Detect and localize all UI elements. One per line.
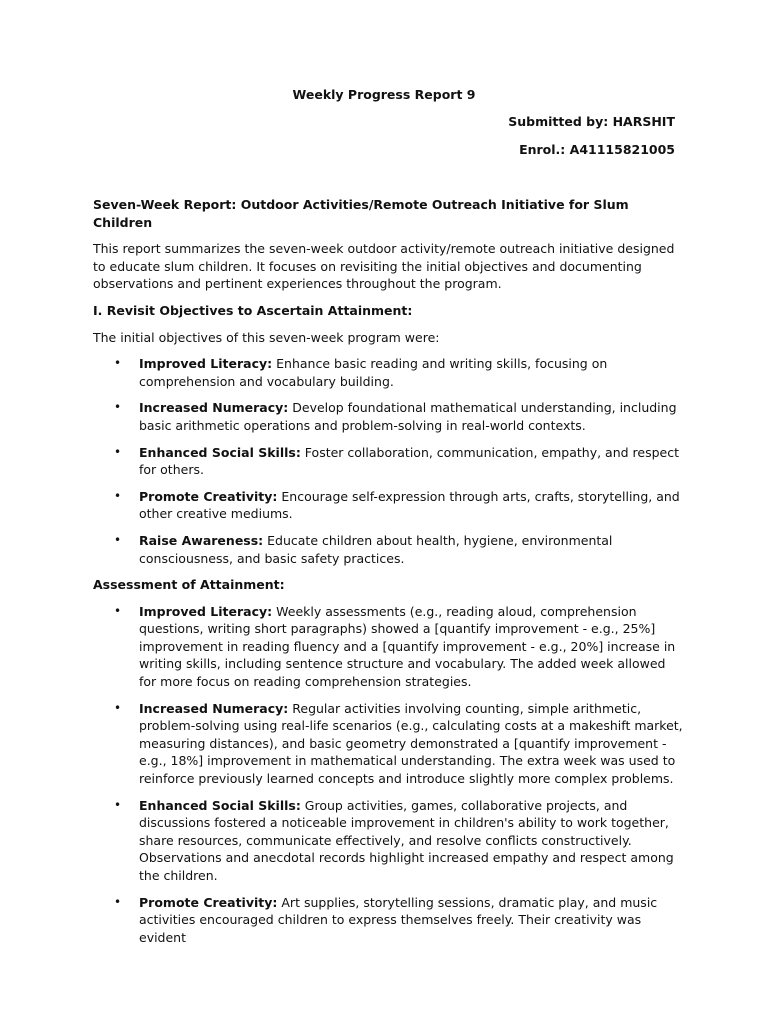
assessment-text: Art supplies, storytelling sessions, dramatic play, and music activities encouraged children to express themselves freely. Their creativity was evident: [139, 894, 658, 945]
objective-text: Develop foundational mathematical understanding, including basic arithmetic operations and problem-solving in real-world contexts.: [139, 400, 677, 433]
list-item: [93, 894, 683, 947]
assessment-label: Promote Creativity:: [139, 894, 278, 910]
bullet-icon: •: [114, 797, 122, 812]
assessment-text: Group activities, games, collaborative projects, and discussions fostered a noticeable improvement in children's ability to work together, share resources, communicate effectively, and resolve conflicts constructively. Observations and anecdotal records highlight increased empathy and respect among the children.: [139, 797, 674, 883]
objective-label: Improved Literacy:: [139, 356, 273, 372]
bullet-icon: •: [114, 356, 122, 371]
section1-heading: I. Revisit Objectives to Ascertain Attainment:: [93, 302, 413, 318]
assessment-text: Weekly assessments (e.g., reading aloud, comprehension questions, writing short paragraphs) showed a [quantify improvement - e.g., 25%] improvement in reading fluency and a [quantify improvement - e.g., 20%] increase in writing skills, including sentence structure and vocabulary. The added week allowed for more focus on reading comprehension strategies.: [139, 603, 676, 690]
list-item: [93, 399, 683, 434]
report-title: Weekly Progress Report 9: [292, 87, 476, 102]
bullet-icon: •: [114, 700, 122, 715]
bullet-icon: •: [114, 488, 122, 503]
objective-text: Educate children about health, hygiene, environmental consciousness, and basic safety practices.: [139, 532, 613, 566]
objective-text: Foster collaboration, communication, empathy, and respect for others.: [139, 444, 680, 478]
list-item: [93, 488, 683, 523]
objective-text: Enhance basic reading and writing skills, focusing on comprehension and vocabulary building.: [139, 356, 608, 389]
list-item: [93, 532, 683, 567]
bullet-icon: •: [114, 603, 122, 618]
assessment-text: Regular activities involving counting, simple arithmetic, problem-solving using real-life scenarios (e.g., calculating costs at a makeshift market, measuring distances), and basic geometry demonstrated a [quantify improvement - e.g., 18%] improvement in mathematical understanding. The extra week was used to reinforce previously learned concepts and introduce slightly more complex problems.: [139, 700, 683, 787]
assessment-label: Enhanced Social Skills:: [139, 797, 301, 813]
enrolment-number: Enrol.: A41115821005: [519, 142, 675, 157]
list-item: [93, 355, 683, 390]
bullet-icon: •: [114, 400, 122, 415]
objective-label: Enhanced Social Skills:: [139, 444, 301, 460]
section1-intro: The initial objectives of this seven-week program were:: [93, 329, 440, 345]
list-item: [93, 797, 683, 885]
objective-label: Raise Awareness:: [139, 532, 264, 548]
list-item: [93, 603, 683, 691]
list-item: [93, 444, 683, 479]
assessment-list: [93, 603, 683, 947]
objective-label: Promote Creativity:: [139, 488, 278, 504]
list-item: [93, 700, 683, 788]
bullet-icon: •: [114, 444, 122, 459]
objective-label: Increased Numeracy:: [139, 400, 289, 416]
assessment-heading: Assessment of Attainment:: [93, 577, 285, 593]
report-heading: Seven-Week Report: Outdoor Activities/Remote Outreach Initiative for Slum Children: [93, 197, 629, 230]
assessment-label: Increased Numeracy:: [139, 700, 289, 716]
objectives-list: [93, 355, 683, 567]
assessment-label: Improved Literacy:: [139, 603, 273, 619]
bullet-icon: •: [114, 894, 122, 909]
intro-paragraph: This report summarizes the seven-week outdoor activity/remote outreach initiative designed to educate slum children. It focuses on revisiting the initial objectives and documenting observations and pertinent experiences throughout the program.: [93, 241, 675, 292]
bullet-icon: •: [114, 532, 122, 547]
report-body: [93, 196, 683, 955]
submitted-by: Submitted by: HARSHIT: [508, 114, 675, 129]
objective-text: Encourage self-expression through arts, crafts, storytelling, and other creative mediums.: [139, 488, 680, 522]
